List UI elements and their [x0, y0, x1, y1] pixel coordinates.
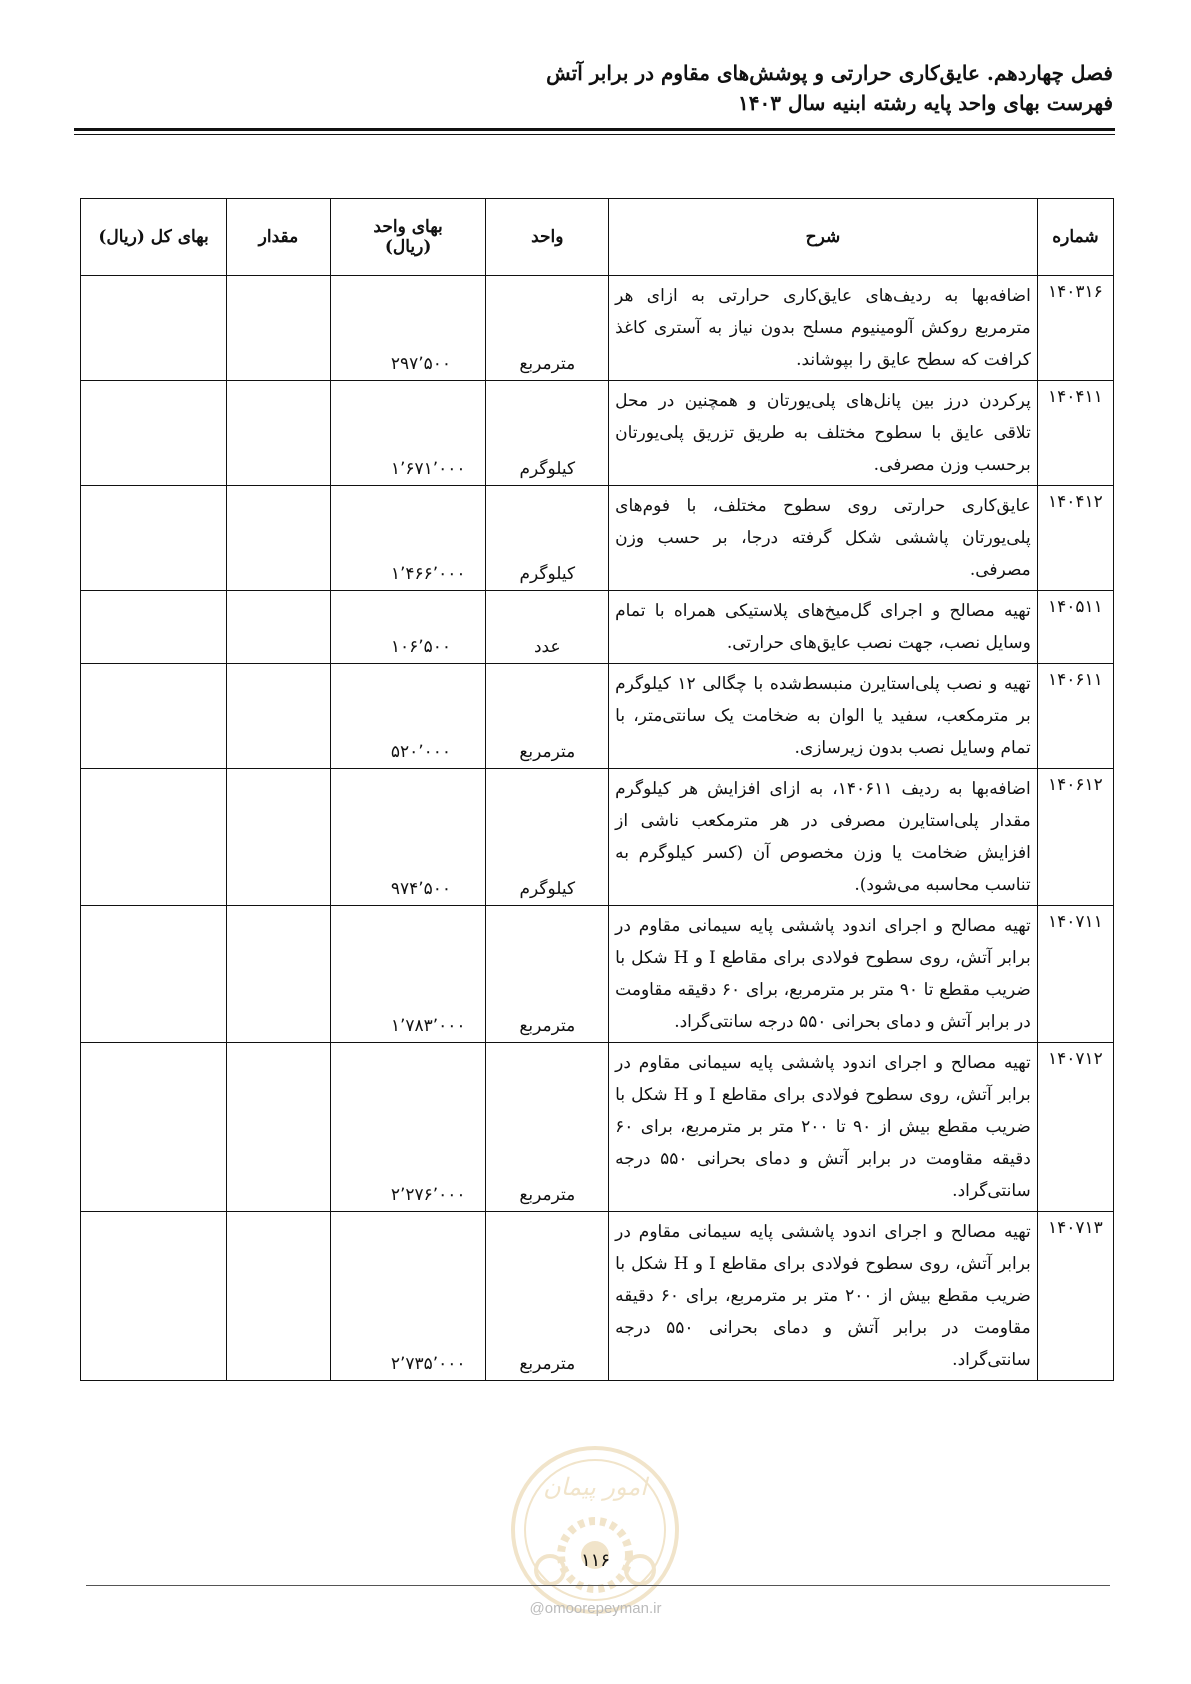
price-list-table: [80, 198, 1114, 1381]
row-unit: کیلوگرم: [486, 381, 609, 486]
row-unit: کیلوگرم: [486, 486, 609, 591]
row-unit: مترمربع: [486, 276, 609, 381]
footer-rule: [86, 1585, 1110, 1586]
page-header: [546, 58, 1113, 118]
column-header-number: شماره: [1037, 199, 1113, 276]
row-unit-price: ۲۹۷٬۵۰۰: [330, 276, 486, 381]
row-unit: مترمربع: [486, 1043, 609, 1212]
row-quantity: [227, 1212, 331, 1381]
column-header-quantity: مقدار: [227, 199, 331, 276]
row-total-price: [81, 276, 227, 381]
header-rule-thick: [74, 128, 1115, 131]
unit-price-header-label: بهای واحد: [373, 217, 443, 237]
column-header-total-price: بهای کل (ریال): [81, 199, 227, 276]
row-description: تهیه مصالح و اجرای گل‌میخ‌های پلاستیکی همراه با تمام وسایل نصب، جهت نصب عایق‌های حرارتی.: [609, 591, 1038, 664]
row-unit-price: ۱٬۶۷۱٬۰۰۰: [330, 381, 486, 486]
row-unit-price: ۲٬۷۳۵٬۰۰۰: [330, 1212, 486, 1381]
row-number: ۱۴۰۷۱۳: [1037, 1212, 1113, 1381]
table-row: [81, 1212, 1114, 1381]
row-description: پرکردن درز بین پانل‌های پلی‌یورتان و همچنین در محل تلاقی عایق با سطوح مختلف به طریق تزریق پلی‌یورتان برحسب وزن مصرفی.: [609, 381, 1038, 486]
page-number: ۱۱۶: [580, 1550, 610, 1571]
row-total-price: [81, 906, 227, 1043]
row-unit-price: ۵۲۰٬۰۰۰: [330, 664, 486, 769]
table-header-row: [81, 199, 1114, 276]
row-number: ۱۴۰۵۱۱: [1037, 591, 1113, 664]
row-unit: عدد: [486, 591, 609, 664]
seal-logo-icon: [505, 1420, 685, 1620]
row-unit-price: ۹۷۴٬۵۰۰: [330, 769, 486, 906]
row-quantity: [227, 1043, 331, 1212]
row-total-price: [81, 664, 227, 769]
row-unit: کیلوگرم: [486, 769, 609, 906]
row-description: اضافه‌بها به ردیف‌های عایق‌کاری حرارتی به ازای هر مترمربع روکش آلومینیوم مسلح بدون نیاز به آستری کاغذ کرافت که سطح عایق را بپوشاند.: [609, 276, 1038, 381]
header-rule-thin: [74, 134, 1115, 135]
column-header-unit-price: [330, 199, 486, 276]
row-description: تهیه مصالح و اجرای اندود پاششی پایه سیمانی مقاوم در برابر آتش، روی سطوح فولادی برای مقاطع I و H شکل با ضریب مقطع بیش از ۲۰۰ متر بر مترمربع، برای ۶۰ دقیقه مقاومت در برابر آتش و دمای بحرانی ۵۵۰ درجه سانتی‌گراد.: [609, 1212, 1038, 1381]
row-total-price: [81, 1043, 227, 1212]
row-quantity: [227, 664, 331, 769]
row-unit-price: ۱٬۷۸۳٬۰۰۰: [330, 906, 486, 1043]
table-row: [81, 591, 1114, 664]
table-row: [81, 769, 1114, 906]
row-total-price: [81, 381, 227, 486]
row-description: تهیه مصالح و اجرای اندود پاششی پایه سیمانی مقاوم در برابر آتش، روی سطوح فولادی برای مقاطع I و H شکل با ضریب مقطع تا ۹۰ متر بر مترمربع، برای ۶۰ دقیقه مقاومت در برابر آتش و دمای بحرانی ۵۵۰ درجه سانتی‌گراد.: [609, 906, 1038, 1043]
row-number: ۱۴۰۴۱۱: [1037, 381, 1113, 486]
row-number: ۱۴۰۷۱۱: [1037, 906, 1113, 1043]
footer-site-handle: @omoorepeyman.ir: [529, 1600, 662, 1617]
row-number: ۱۴۰۳۱۶: [1037, 276, 1113, 381]
table-row: [81, 664, 1114, 769]
row-quantity: [227, 276, 331, 381]
row-quantity: [227, 769, 331, 906]
row-number: ۱۴۰۴۱۲: [1037, 486, 1113, 591]
table-row: [81, 486, 1114, 591]
watermark-seal: [505, 1420, 685, 1620]
table-row: [81, 1043, 1114, 1212]
chapter-title: فصل چهاردهم. عایق‌کاری حرارتی و پوشش‌های مقاوم در برابر آتش: [546, 61, 1113, 85]
table-row: [81, 276, 1114, 381]
row-number: ۱۴۰۶۱۱: [1037, 664, 1113, 769]
column-header-description: شرح: [609, 199, 1038, 276]
price-list-title: فهرست بهای واحد پایه رشته ابنیه سال ۱۴۰۳: [738, 91, 1113, 115]
watermark-text: امور پیمان: [543, 1473, 647, 1501]
row-total-price: [81, 591, 227, 664]
unit-price-header-currency: (ریال): [384, 237, 432, 257]
row-unit: مترمربع: [486, 664, 609, 769]
row-unit-price: ۲٬۲۷۶٬۰۰۰: [330, 1043, 486, 1212]
row-description: تهیه مصالح و اجرای اندود پاششی پایه سیمانی مقاوم در برابر آتش، روی سطوح فولادی برای مقاطع I و H شکل با ضریب مقطع بیش از ۹۰ تا ۲۰۰ متر بر مترمربع، برای ۶۰ دقیقه مقاومت در برابر آتش و دمای بحرانی ۵۵۰ درجه سانتی‌گراد.: [609, 1043, 1038, 1212]
row-number: ۱۴۰۶۱۲: [1037, 769, 1113, 906]
row-description: تهیه و نصب پلی‌استایرن منبسط‌شده با چگالی ۱۲ کیلوگرم بر مترمکعب، سفید یا الوان به ضخامت یک سانتی‌متر، با تمام وسایل نصب بدون زیرسازی.: [609, 664, 1038, 769]
row-unit: مترمربع: [486, 1212, 609, 1381]
row-unit: مترمربع: [486, 906, 609, 1043]
row-quantity: [227, 906, 331, 1043]
row-unit-price: ۱۰۶٬۵۰۰: [330, 591, 486, 664]
row-description: اضافه‌بها به ردیف ۱۴۰۶۱۱، به ازای افزایش هر کیلوگرم مقدار پلی‌استایرن مصرفی در هر مترمکعب ناشی از افزایش ضخامت یا وزن مخصوص آن (کسر کیلوگرم به تناسب محاسبه می‌شود).: [609, 769, 1038, 906]
row-quantity: [227, 381, 331, 486]
table-row: [81, 906, 1114, 1043]
table-row: [81, 381, 1114, 486]
row-total-price: [81, 1212, 227, 1381]
row-total-price: [81, 769, 227, 906]
column-header-unit: واحد: [486, 199, 609, 276]
row-quantity: [227, 591, 331, 664]
row-total-price: [81, 486, 227, 591]
row-number: ۱۴۰۷۱۲: [1037, 1043, 1113, 1212]
row-description: عایق‌کاری حرارتی روی سطوح مختلف، با فوم‌های پلی‌یورتان پاششی شکل گرفته درجا، بر حسب وزن مصرفی.: [609, 486, 1038, 591]
row-quantity: [227, 486, 331, 591]
row-unit-price: ۱٬۴۶۶٬۰۰۰: [330, 486, 486, 591]
